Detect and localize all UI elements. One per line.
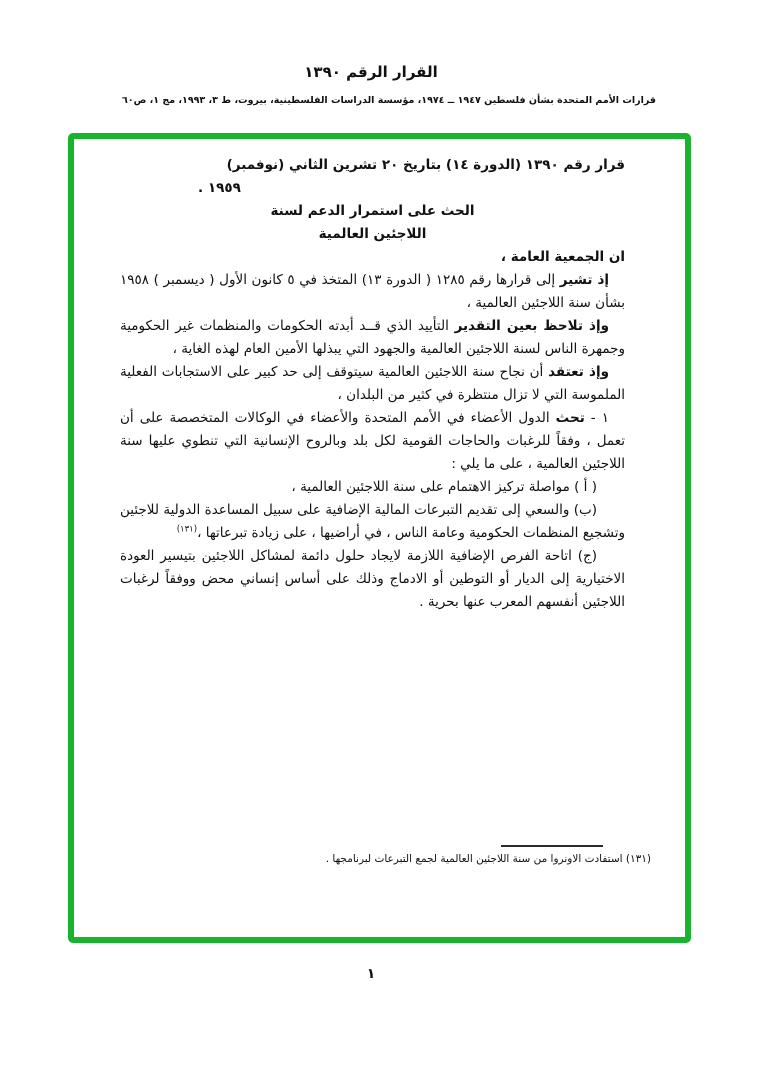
- footnote-text: (١٣١) استفادت الاونروا من سنة اللاجئين العالمية لجمع التبرعات لبرنامجها .: [325, 853, 651, 865]
- paragraph-lead: إذ تشير: [559, 272, 610, 288]
- resolution-date-line: ١٩٥٩ .: [198, 180, 241, 196]
- page-number: ١: [366, 966, 376, 982]
- paragraph-text: أن نجاح سنة اللاجئين العالمية سيتوقف إلى حد كبير على الاستجابات الفعلية الملموسة التي لا تزال منتظرة في كثير من البلدان ،: [120, 364, 625, 403]
- source-citation: قرارات الأمم المتحدة بشأن فلسطين ١٩٤٧ ــ ١٩٧٤، مؤسسة الدراسات الفلسطينية، بيروت، ط ٣، ١٩٩٣، مج ١، ص٦٠: [121, 95, 657, 106]
- operative-paragraph-urges: [120, 407, 625, 476]
- subitem-text: ( أ ) مواصلة تركيز الاهتمام على سنة اللاجئين العالمية ،: [291, 479, 597, 495]
- subitem-b: [120, 499, 625, 545]
- resolution-body: [74, 139, 685, 614]
- page-title: القرار الرقم ١٣٩٠: [304, 63, 438, 81]
- preamble-paragraph-believes: [120, 361, 625, 407]
- paragraph-lead: تحث: [555, 410, 585, 426]
- paragraph-text: الدول الأعضاء في الأمم المتحدة والأعضاء في الوكالات المتخصصة على أن تعمل ، وفقاً للرغبات والحاجات القومية لكل بلد وبالروح الإنسانية التي تنطوي عليها سنة اللاجئين العالمية ، على ما يلي :: [120, 410, 625, 472]
- resolution-heading-line2: اللاجئين العالمية: [318, 226, 427, 242]
- preamble-paragraph-recalls: [120, 269, 625, 315]
- footnote-separator: [501, 845, 603, 847]
- subitem-text: (ب) والسعي إلى تقديم التبرعات المالية الإضافية على سبيل المساعدة الدولية للاجئين وتشجيع المنظمات الحكومية وعامة الناس ، في أراضيها ، على زيادة تبرعاتها ،: [120, 502, 625, 541]
- resolution-frame: [68, 133, 691, 943]
- resolution-number-line: قرار رقم ١٣٩٠ (الدورة ١٤) بتاريخ ٢٠ تشرين الثاني (نوفمبر): [226, 157, 625, 173]
- footnote-reference: (١٣١): [176, 524, 198, 535]
- subitem-text: (ج) اتاحة الفرص الإضافية اللازمة لايجاد حلول دائمة لمشاكل اللاجئين بتيسير العودة الاختيارية إلى الديار أو التوطين أو الادماج وذلك على أساس إنساني محض ووفقاً لرغبات اللاجئين أنفسهم المعرب عنها بحرية .: [120, 548, 625, 610]
- paragraph-text: التأييد الذي قــد أبدته الحكومات والمنظمات غير الحكومية وجمهرة الناس لسنة اللاجئين العالمية والجهود التي يبذلها الأمين العام لهذه الغاية ،: [120, 318, 625, 357]
- subitem-a: [120, 476, 625, 499]
- subitem-c: [120, 545, 625, 614]
- paragraph-lead: وإذ تلاحظ بعين التقدير: [454, 318, 609, 334]
- paragraph-text: إلى قرارها رقم ١٢٨٥ ( الدورة ١٣) المتخذ في ٥ كانون الأول ( ديسمبر ) ١٩٥٨ بشأن سنة اللاجئين العالمية ،: [120, 272, 625, 311]
- paragraph-lead: وإذ تعتقد: [548, 364, 609, 380]
- footnote-area: [151, 845, 651, 867]
- resolution-heading-line1: الحث على استمرار الدعم لسنة: [270, 203, 475, 219]
- preamble-opening: ان الجمعية العامة ،: [500, 249, 625, 265]
- preamble-paragraph-notes: [120, 315, 625, 361]
- paragraph-number: ١ -: [584, 410, 609, 426]
